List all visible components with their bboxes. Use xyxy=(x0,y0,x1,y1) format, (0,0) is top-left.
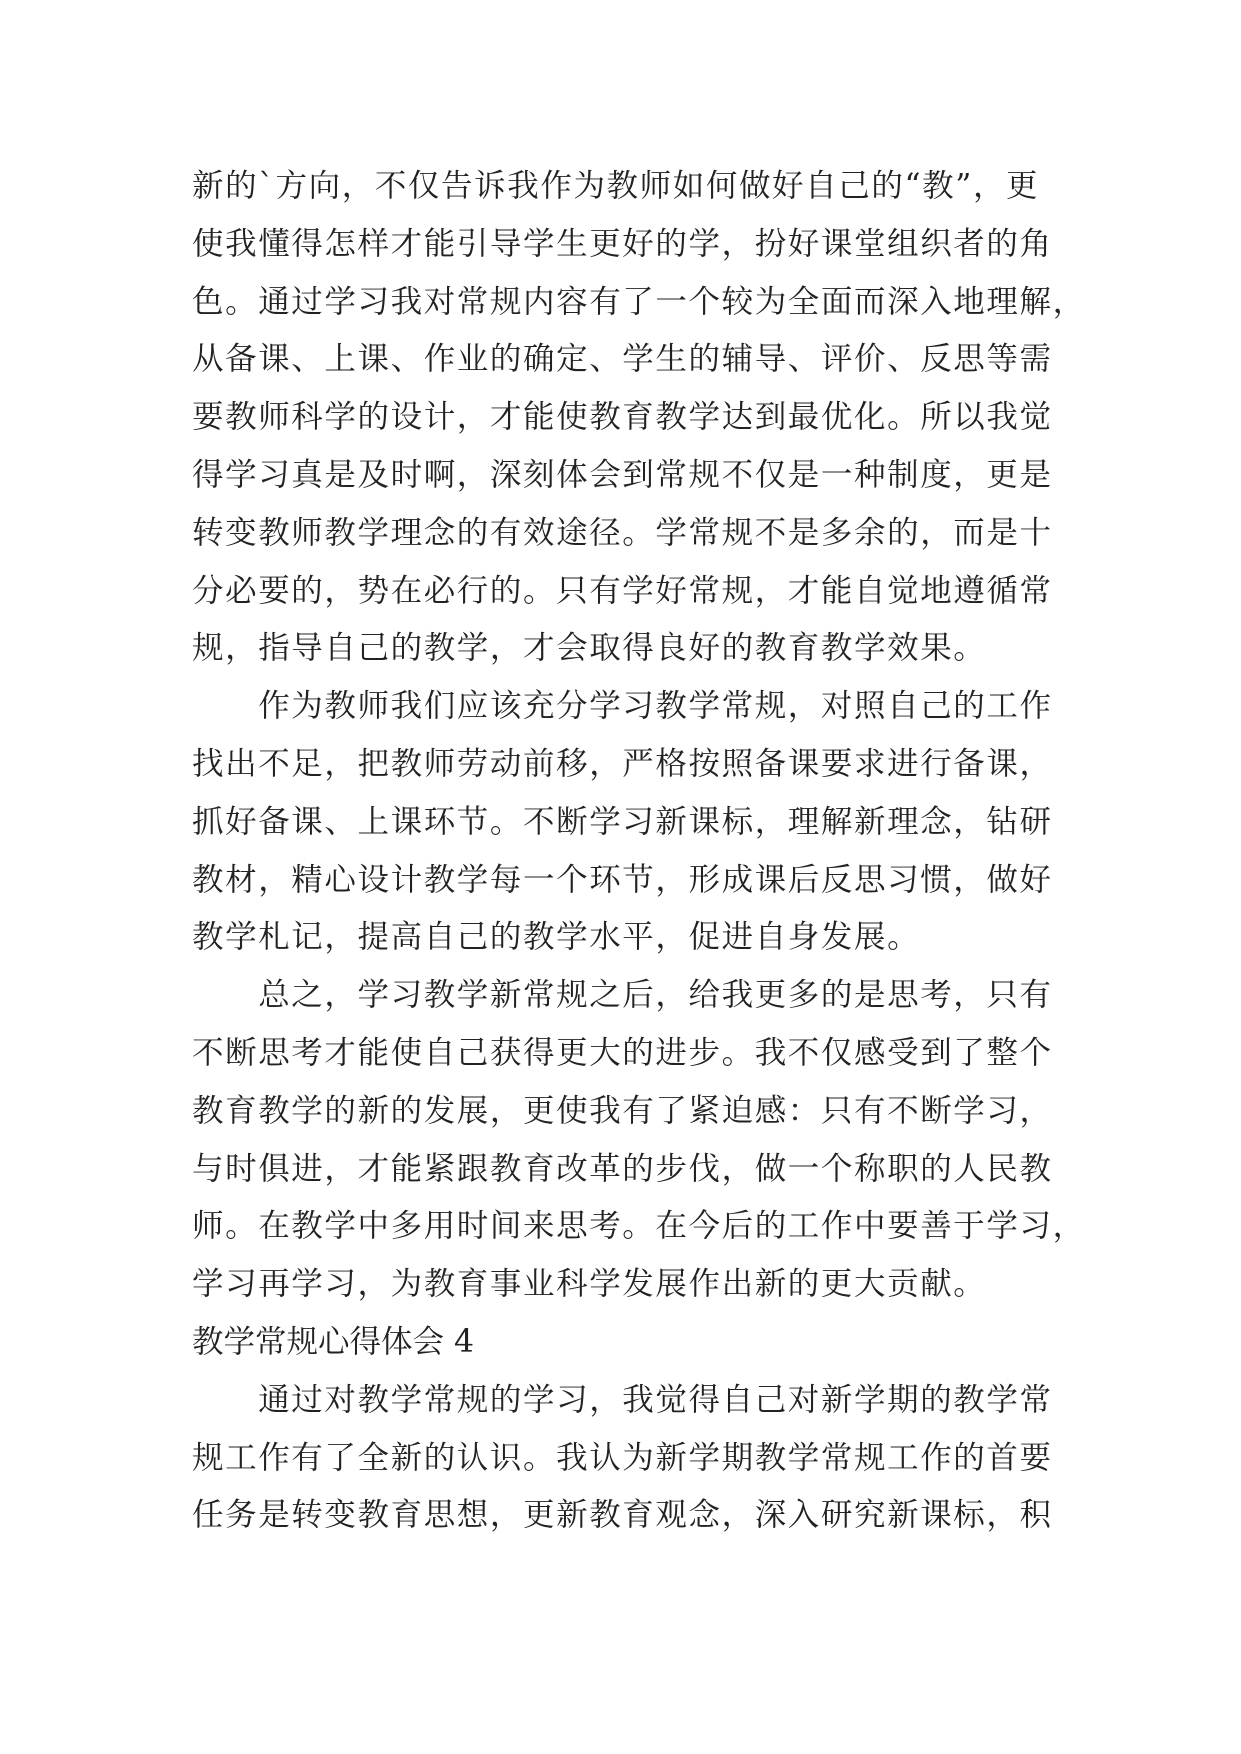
text-line: 师。在教学中多用时间来思考。在今后的工作中要善于学习， xyxy=(192,1208,1086,1245)
text-line: 规工作有了全新的认识。我认为新学期教学常规工作的首要 xyxy=(192,1439,1053,1476)
text-line: 不断思考才能使自己获得更大的进步。我不仅感受到了整个 xyxy=(192,1034,1053,1071)
text-line: 总之，学习教学新常规之后，给我更多的是思考，只有 xyxy=(192,977,1053,1014)
text-line: 使我懂得怎样才能引导学生更好的学，扮好课堂组织者的角 xyxy=(192,225,1053,262)
document-body xyxy=(192,158,1086,1545)
text-line: 要教师科学的设计，才能使教育教学达到最优化。所以我觉 xyxy=(192,399,1053,436)
text-line: 与时俱进，才能紧跟教育改革的步伐，做一个称职的人民教 xyxy=(192,1150,1053,1187)
text-line: 找出不足，把教师劳动前移，严格按照备课要求进行备课， xyxy=(192,745,1053,782)
text-line: 从备课、上课、作业的确定、学生的辅导、评价、反思等需 xyxy=(192,341,1053,378)
text-line: 通过对教学常规的学习，我觉得自己对新学期的教学常 xyxy=(192,1381,1053,1418)
text-line: 转变教师教学理念的有效途径。学常规不是多余的，而是十 xyxy=(192,514,1053,551)
text-line: 学习再学习，为教育事业科学发展作出新的更大贡献。 xyxy=(192,1266,987,1303)
text-line: 作为教师我们应该充分学习教学常规，对照自己的工作 xyxy=(192,688,1053,725)
text-line: 任务是转变教育思想，更新教育观念，深入研究新课标，积 xyxy=(192,1497,1053,1534)
text-line: 教材，精心设计教学每一个环节，形成课后反思习惯，做好 xyxy=(192,861,1053,898)
text-line: 分必要的，势在必行的。只有学好常规，才能自觉地遵循常 xyxy=(192,572,1053,609)
section-heading: 教学常规心得体会 4 xyxy=(192,1323,475,1360)
text-line: 规，指导自己的教学，才会取得良好的教育教学效果。 xyxy=(192,630,987,667)
text-line: 教学札记，提高自己的教学水平，促进自身发展。 xyxy=(192,919,921,956)
text-line: 抓好备课、上课环节。不断学习新课标，理解新理念，钻研 xyxy=(192,803,1053,840)
text-line: 新的`方向，不仅告诉我作为教师如何做好自己的“教”，更 xyxy=(192,168,1040,204)
text-line: 色。通过学习我对常规内容有了一个较为全面而深入地理解， xyxy=(192,283,1086,320)
text-line: 得学习真是及时啊，深刻体会到常规不仅是一种制度，更是 xyxy=(192,456,1053,493)
text-line: 教育教学的新的发展，更使我有了紧迫感：只有不断学习， xyxy=(192,1092,1053,1129)
